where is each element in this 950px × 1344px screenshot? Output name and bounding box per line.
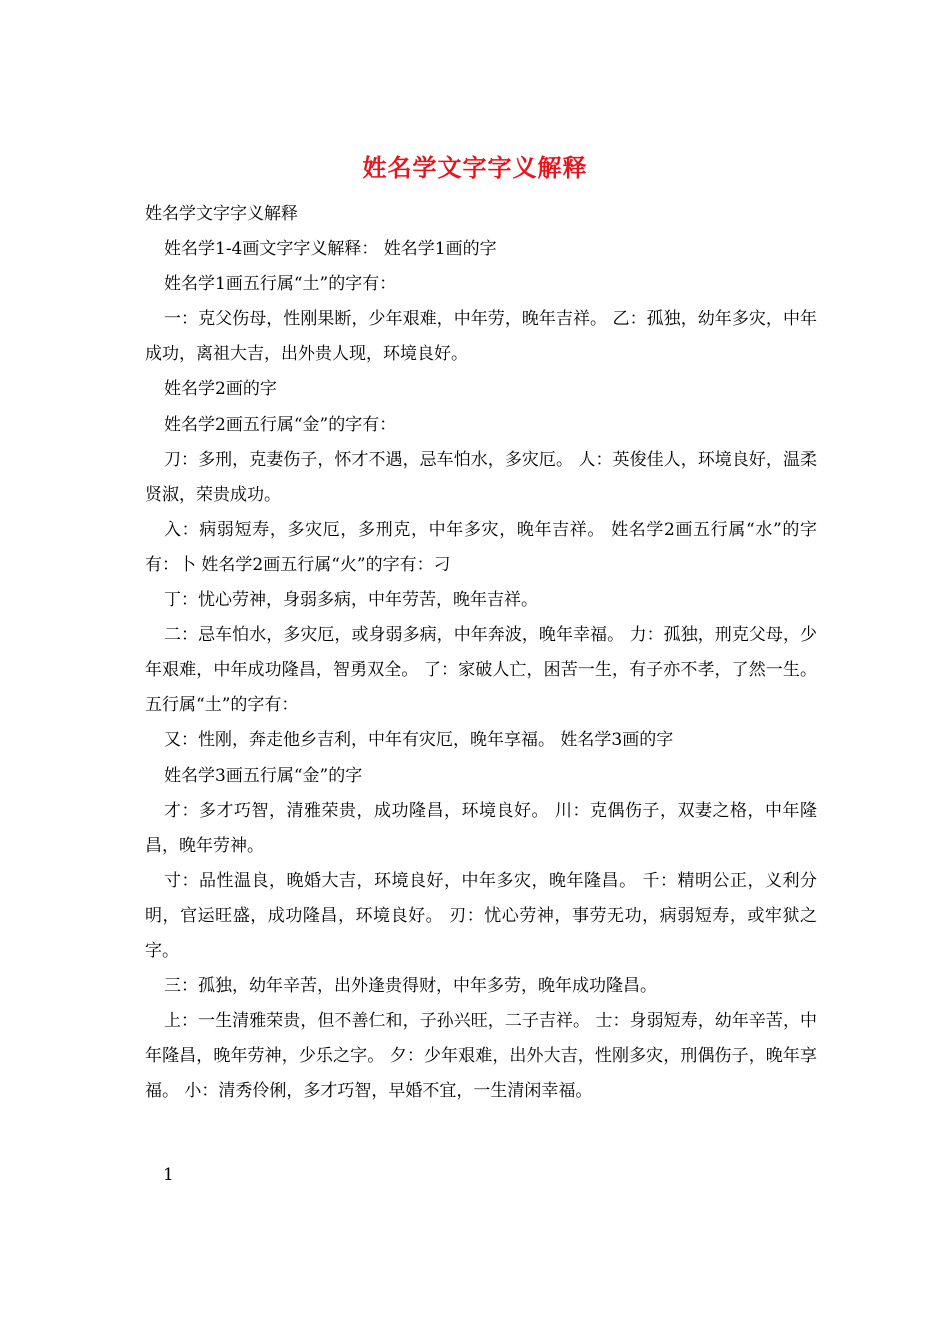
paragraph: 姓名学1-4画文字字义解释： 姓名学1画的字 — [164, 239, 497, 260]
paragraph: 姓名学3画五行属“金”的字 — [164, 765, 363, 786]
paragraph: 一：克父伤母，性刚果断，少年艰难，中年劳，晚年吉祥。 乙：孤独，幼年多灾，中年成功，离祖大吉，出外贵人现，环境良好。 — [145, 309, 817, 365]
document-body — [145, 197, 817, 1109]
paragraph: 又：性刚，奔走他乡吉利，中年有灾厄，晚年享福。 姓名学3画的字 — [164, 730, 674, 751]
paragraph: 姓名学2画五行属“金”的字有： — [164, 414, 397, 435]
paragraph: 入：病弱短寿，多灾厄，多刑克，中年多灾，晚年吉祥。 姓名学2画五行属“水”的字有：卜 姓名学2画五行属“火”的字有：刁 — [145, 519, 817, 575]
document-title: 姓名学文字字义解释 — [362, 153, 588, 182]
page-number: 1 — [163, 1165, 174, 1185]
paragraph: 姓名学1画五行属“土”的字有： — [164, 274, 397, 295]
paragraph: 三：孤独，幼年辛苦，出外逢贵得财，中年多劳，晚年成功隆昌。 — [164, 976, 657, 997]
paragraph: 姓名学文字字义解释 — [145, 204, 298, 224]
paragraph: 二：忌车怕水，多灾厄，或身弱多病，中年奔波，晚年幸福。 力：孤独，刑克父母，少年艰难，中年成功隆昌，智勇双全。 了：家破人亡，困苦一生，有子亦不孝，了然一生。 五行属“土”的字有： — [145, 625, 817, 716]
paragraph: 刀：多刑，克妻伤子，怀才不遇，忌车怕水，多灾厄。 人：英俊佳人，环境良好，温柔贤淑，荣贵成功。 — [145, 449, 817, 505]
paragraph: 才：多才巧智，清雅荣贵，成功隆昌，环境良好。 川：克偶伤子，双妻之格，中年隆昌，晚年劳神。 — [145, 800, 817, 856]
paragraph: 姓名学2画的字 — [164, 379, 277, 400]
paragraph: 上：一生清雅荣贵，但不善仁和，子孙兴旺，二子吉祥。 士：身弱短寿，幼年辛苦，中年隆昌，晚年劳神，少乐之字。 夕：少年艰难，出外大吉，性刚多灾，刑偶伤子，晚年享福。 小：清秀伶俐，多才巧智，早婚不宜，一生清闲幸福。 — [145, 1011, 817, 1102]
paragraph: 丁：忧心劳神，身弱多病，中年劳苦，晚年吉祥。 — [164, 590, 538, 611]
paragraph: 寸：品性温良，晚婚大吉，环境良好，中年多灾，晚年隆昌。 千：精明公正，义利分明，官运旺盛，成功隆昌，环境良好。 刃：忧心劳神，事劳无功，病弱短寿，或牢狱之字。 — [145, 870, 817, 961]
